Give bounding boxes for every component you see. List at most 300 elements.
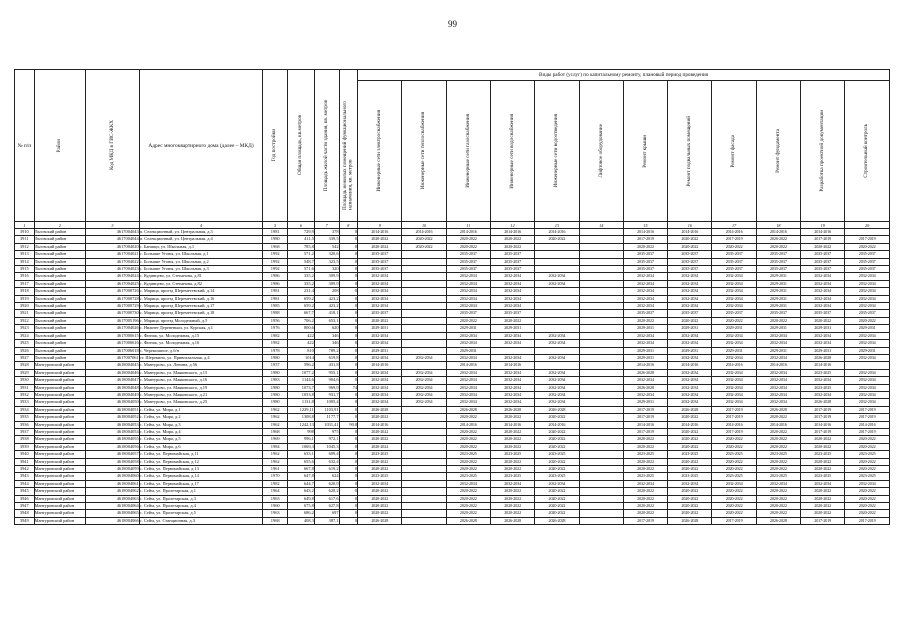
table-cell: 969,9	[314, 384, 339, 391]
table-cell: 2023-2025	[446, 451, 490, 458]
table-cell: с. Сейм, ул. Мира, д.5	[139, 436, 263, 443]
table-cell: 423,2	[314, 295, 339, 302]
table-cell: 2014-2016	[490, 421, 534, 428]
table-cell: 2035-2037	[623, 266, 667, 273]
table-cell: 647,8	[288, 473, 315, 480]
table-cell: 2032-2034	[623, 288, 667, 295]
table-cell: 2032-2034	[756, 391, 800, 398]
table-cell: 2032-2034	[668, 273, 712, 280]
table-cell: 1963	[263, 495, 288, 502]
table-cell: 323,5	[314, 258, 339, 265]
table-cell: 627,8	[314, 503, 339, 510]
table-row	[15, 414, 890, 421]
table-cell	[579, 451, 623, 458]
table-cell: 2020-2022	[668, 458, 712, 465]
table-cell: 3917	[15, 280, 35, 287]
table-cell: Мантуровский район	[34, 391, 86, 398]
table-cell: 2020-2022	[712, 503, 756, 510]
table-cell: 2029-2031	[446, 347, 490, 354]
table-cell: 3912	[15, 243, 35, 250]
table-cell: 2020-2022	[845, 317, 890, 324]
header-work-type: Лифтовое оборудование	[579, 81, 623, 222]
table-row	[15, 266, 890, 273]
table-cell: с. Сейм, ул. Мира, д.4	[139, 428, 263, 435]
table-cell: 1984	[263, 443, 288, 450]
table-cell: 1980	[263, 391, 288, 398]
table-cell: 2032-2034	[712, 391, 756, 398]
table-cell: 2014-2016	[623, 362, 667, 369]
table-cell: 620	[314, 325, 339, 332]
table-cell: 904,6	[314, 377, 339, 384]
table-cell: 4617004026	[86, 325, 140, 332]
table-cell: Мантуровский район	[34, 503, 86, 510]
table-cell: 2032-2034	[712, 288, 756, 295]
table-cell: 1981	[263, 229, 288, 236]
table-cell: 620,9	[314, 480, 339, 487]
table-cell: 2032-2034	[358, 354, 402, 361]
table-cell: 2032-2034	[535, 384, 579, 391]
column-number: 5	[263, 222, 288, 229]
table-cell: 422	[288, 340, 315, 347]
table-cell: 2032-2034	[845, 480, 890, 487]
table-cell: 1986	[263, 280, 288, 287]
table-cell: 3926	[15, 347, 35, 354]
table-cell: 2035-2037	[845, 258, 890, 265]
table-cell: Мантуровский район	[34, 362, 86, 369]
table-cell: 2017-2019	[845, 236, 890, 243]
table-cell: 2020-2022	[446, 495, 490, 502]
table-cell: 2032-2034	[712, 480, 756, 487]
table-cell	[402, 325, 446, 332]
table-cell: 2032-2034	[402, 377, 446, 384]
table-cell: ст. Шерекино, ул. Привокзальная, д.4	[139, 354, 263, 361]
table-cell: 2032-2034	[358, 295, 402, 302]
table-cell: 1962	[263, 414, 288, 421]
table-cell	[535, 243, 579, 250]
table-cell: 1980	[263, 399, 288, 406]
table-cell: 4618004064	[86, 503, 140, 510]
table-cell: 2032-2034	[712, 369, 756, 376]
table-cell: 2035-2037	[801, 251, 845, 258]
table-cell: 1177,7	[314, 414, 339, 421]
table-cell: 2014-2016	[668, 362, 712, 369]
table-cell: с. Мантурово, ул. Маяковского, д.15	[139, 369, 263, 376]
table-cell: 4617005196	[86, 317, 140, 324]
table-cell: с. Нижнее Деревеньки, ул. Курская, д.1	[139, 325, 263, 332]
table-cell: 2032-2034	[801, 295, 845, 302]
table-cell: 4618004049	[86, 391, 140, 398]
table-cell: 2032-2034	[402, 399, 446, 406]
table-cell: 0	[339, 362, 358, 369]
table-cell	[535, 317, 579, 324]
table-cell: 1308,8	[288, 414, 315, 421]
table-cell: 2032-2034	[535, 340, 579, 347]
table-cell: 2020-2022	[535, 414, 579, 421]
table-cell: п. Селекционный, ул. Центральная, д.4	[139, 236, 263, 243]
table-cell: 2017-2019	[801, 517, 845, 524]
table-cell	[535, 347, 579, 354]
table-cell: 2032-2034	[845, 273, 890, 280]
table-cell: с. Сейм, ул. Первомайская, д.13	[139, 466, 263, 473]
table-cell: 309,9	[314, 273, 339, 280]
table-cell: 3913	[15, 251, 35, 258]
table-cell	[402, 473, 446, 480]
table-cell: 0	[339, 391, 358, 398]
table-cell: 655,6	[288, 458, 315, 465]
table-cell: 2023-2025	[801, 384, 845, 391]
table-cell: 2032-2034	[845, 354, 890, 361]
table-cell: 1980	[263, 236, 288, 243]
table-cell: с. Марица, проезд Молодежный, д.5	[139, 317, 263, 324]
table-cell: Льговский район	[34, 332, 86, 339]
table-cell	[535, 362, 579, 369]
table-cell: 2020-2022	[801, 243, 845, 250]
table-cell: 1982	[263, 480, 288, 487]
table-cell: 2032-2034	[358, 369, 402, 376]
table-cell: 2017-2019	[801, 414, 845, 421]
table-cell: 2020-2022	[712, 495, 756, 502]
table-cell: 335,2	[288, 280, 315, 287]
table-row	[15, 421, 890, 428]
table-cell: Мантуровский район	[34, 495, 86, 502]
table-cell: 729,9	[288, 229, 315, 236]
table-cell: 2017-2019	[712, 414, 756, 421]
table-cell: 2035-2037	[358, 310, 402, 317]
table-cell	[579, 466, 623, 473]
table-cell: 2014-2016	[358, 362, 402, 369]
table-cell	[535, 258, 579, 265]
table-cell: 2023-2025	[668, 473, 712, 480]
table-cell	[402, 480, 446, 487]
table-cell: Мантуровский район	[34, 458, 86, 465]
table-row	[15, 288, 890, 295]
table-cell: 1964	[263, 488, 288, 495]
table-cell: 0	[339, 340, 358, 347]
table-cell: 2014-2016	[756, 362, 800, 369]
table-cell: 2032-2034	[402, 384, 446, 391]
column-number: 18	[756, 222, 800, 229]
table-cell: 2032-2034	[623, 280, 667, 287]
table-cell: 2032-2034	[712, 303, 756, 310]
table-cell: 2017-2019	[623, 517, 667, 524]
table-cell	[579, 362, 623, 369]
table-cell: 4618004066	[86, 517, 140, 524]
table-cell: 2020-2022	[535, 503, 579, 510]
table-cell: 632,4	[314, 458, 339, 465]
table-cell: 2032-2034	[446, 399, 490, 406]
table-cell	[579, 280, 623, 287]
table-cell: 2029-2031	[623, 347, 667, 354]
table-cell: 2035-2037	[756, 258, 800, 265]
table-cell: 2023-2025	[712, 473, 756, 480]
table-cell: 2032-2034	[668, 391, 712, 398]
table-cell: 2032-2034	[402, 354, 446, 361]
table-cell: 4617004043	[86, 229, 140, 236]
table-cell: с. Сейм, ул. Пролетарская, д.3	[139, 495, 263, 502]
header-work-type: Ремонт фундамента	[756, 81, 800, 222]
table-cell: Мантуровский район	[34, 510, 86, 517]
table-cell	[402, 503, 446, 510]
table-cell: 2020-2022	[801, 436, 845, 443]
table-cell: 2029-2031	[446, 325, 490, 332]
table-cell: 1968	[263, 428, 288, 435]
table-cell: 2032-2034	[845, 295, 890, 302]
table-cell	[579, 473, 623, 480]
table-cell: 2029-2031	[756, 288, 800, 295]
table-cell: 2023-2025	[845, 451, 890, 458]
table-cell: 2026-2028	[801, 354, 845, 361]
table-cell: 2020-2022	[801, 510, 845, 517]
table-cell: 3931	[15, 384, 35, 391]
table-cell	[402, 362, 446, 369]
table-cell	[402, 488, 446, 495]
table-cell: 2032-2034	[358, 332, 402, 339]
table-cell: 2035-2037	[668, 266, 712, 273]
table-cell: 2020-2022	[402, 236, 446, 243]
table-cell	[402, 303, 446, 310]
table-cell: 2020-2022	[358, 414, 402, 421]
header-living-area: Площадь жилой части здания, кв. метров	[314, 70, 339, 222]
table-cell: 2020-2022	[358, 488, 402, 495]
table-cell: 2032-2034	[801, 280, 845, 287]
table-cell: 2023-2025	[756, 473, 800, 480]
table-cell	[579, 325, 623, 332]
table-cell: 1992	[263, 266, 288, 273]
table-cell: 2032-2034	[490, 354, 534, 361]
table-cell: 1962	[263, 421, 288, 428]
capital-repair-table	[14, 69, 890, 525]
table-row	[15, 480, 890, 487]
table-cell: 0	[339, 369, 358, 376]
table-row	[15, 243, 890, 250]
table-cell: 2032-2034	[668, 280, 712, 287]
table-cell: 4618004046	[86, 369, 140, 376]
table-cell: 3945	[15, 488, 35, 495]
table-cell: 2020-2022	[358, 495, 402, 502]
table-cell: 2020-2022	[668, 466, 712, 473]
table-cell: 1992	[263, 258, 288, 265]
table-row	[15, 317, 890, 324]
column-number: 1	[15, 222, 35, 229]
table-cell: 2023-2025	[712, 451, 756, 458]
table-cell: 2032-2034	[623, 377, 667, 384]
table-cell: 2032-2034	[358, 340, 402, 347]
column-number: 2	[34, 222, 86, 229]
table-cell: 2020-2022	[623, 436, 667, 443]
column-number: 9	[358, 222, 402, 229]
table-cell: 4618004061	[86, 480, 140, 487]
table-cell: 90,8	[339, 421, 358, 428]
table-cell: 2020-2022	[446, 414, 490, 421]
table-cell: 0	[339, 258, 358, 265]
table-cell: 4618004060	[86, 473, 140, 480]
table-cell: 2035-2037	[756, 266, 800, 273]
table-cell: 3935	[15, 414, 35, 421]
table-cell: 2020-2022	[358, 510, 402, 517]
table-cell: 2032-2034	[668, 354, 712, 361]
table-row	[15, 473, 890, 480]
table-cell: Льговский район	[34, 347, 86, 354]
table-cell: 2023-2025	[358, 451, 402, 458]
table-cell	[402, 295, 446, 302]
table-cell: 2020-2022	[712, 488, 756, 495]
table-cell: 4618004059	[86, 466, 140, 473]
table-cell: 2017-2019	[845, 406, 890, 413]
table-cell: 4617004021	[86, 251, 140, 258]
table-cell: 571,2	[288, 251, 315, 258]
table-cell	[579, 384, 623, 391]
table-cell	[535, 251, 579, 258]
table-cell: 2032-2034	[490, 384, 534, 391]
header-work-type: Разработка проектной документации	[801, 81, 845, 222]
table-row	[15, 369, 890, 376]
header-work-type: Инженерные сети теплоснабжения	[402, 81, 446, 222]
table-cell: 3948	[15, 510, 35, 517]
header-work-type: Инженерные сети газоснабжения	[446, 81, 490, 222]
table-cell: 2032-2034	[845, 391, 890, 398]
table-cell	[579, 295, 623, 302]
table-cell: Льговский район	[34, 258, 86, 265]
table-cell	[579, 251, 623, 258]
table-cell: 2026-2028	[535, 406, 579, 413]
table-cell: 633,1	[288, 451, 315, 458]
table-cell: 3910	[15, 229, 35, 236]
table-cell: 2020-2022	[756, 317, 800, 324]
table-cell: 2020-2022	[668, 495, 712, 502]
table-cell	[579, 243, 623, 250]
table-row	[15, 280, 890, 287]
table-cell	[579, 421, 623, 428]
table-cell: 3920	[15, 303, 35, 310]
table-cell: 2014-2016	[712, 362, 756, 369]
table-cell: с. Сейм, ул. Мира, д.3	[139, 421, 263, 428]
table-cell: Мантуровский район	[34, 488, 86, 495]
table-cell	[402, 510, 446, 517]
table-cell: 2014-2016	[756, 229, 800, 236]
table-cell: с. Сейм, ул. Мира, д.2	[139, 414, 263, 421]
table-cell: 3927	[15, 354, 35, 361]
table-cell	[579, 288, 623, 295]
table-cell: 0	[339, 229, 358, 236]
table-cell: Льговский район	[34, 354, 86, 361]
table-cell: 1229,11	[288, 406, 315, 413]
table-cell: 1963	[263, 510, 288, 517]
table-cell: 4617004022	[86, 258, 140, 265]
table-cell: 2020-2022	[358, 428, 402, 435]
table-cell: 3915	[15, 266, 35, 273]
table-cell: 1956	[263, 317, 288, 324]
table-cell: 571,6	[288, 266, 315, 273]
table-cell	[402, 428, 446, 435]
table-cell: 2029-2031	[756, 325, 800, 332]
table-cell: 2029-2031	[756, 280, 800, 287]
table-cell: с. Сейм, ул. Первомайская, д.14	[139, 473, 263, 480]
table-cell: 2032-2034	[490, 288, 534, 295]
table-cell: 0	[339, 288, 358, 295]
table-cell: Льговский район	[34, 266, 86, 273]
table-cell: 2032-2034	[446, 288, 490, 295]
table-cell	[402, 406, 446, 413]
table-cell: 3916	[15, 273, 35, 280]
table-cell: 1976	[263, 325, 288, 332]
table-cell	[579, 414, 623, 421]
table-cell: 2020-2022	[756, 436, 800, 443]
table-cell: 1982	[263, 332, 288, 339]
table-cell: 649,8	[288, 495, 315, 502]
table-cell: 2020-2022	[535, 495, 579, 502]
table-cell: 0	[339, 317, 358, 324]
header-code: Код МКД в ГИС-ЖКХ	[86, 70, 140, 222]
table-cell	[579, 340, 623, 347]
table-cell: 624	[314, 473, 339, 480]
table-cell: 2023-2025	[801, 473, 845, 480]
table-cell: 2023-2025	[845, 473, 890, 480]
table-cell: 998	[288, 428, 315, 435]
table-cell	[402, 517, 446, 524]
table-cell: 2020-2022	[358, 503, 402, 510]
table-cell: 2020-2022	[446, 236, 490, 243]
table-cell: 2020-2022	[490, 488, 534, 495]
table-cell: Льговский район	[34, 229, 86, 236]
table-cell: 2035-2037	[358, 251, 402, 258]
table-row	[15, 251, 890, 258]
table-row	[15, 258, 890, 265]
table-cell: 0	[339, 332, 358, 339]
table-cell: 2029-2031	[668, 347, 712, 354]
table-cell: 335,2	[288, 273, 315, 280]
table-row	[15, 406, 890, 413]
table-cell: 2014-2016	[402, 229, 446, 236]
column-number: 16	[668, 222, 712, 229]
table-cell: 2020-2022	[535, 458, 579, 465]
table-cell: 346	[314, 332, 339, 339]
table-cell: 2017-2019	[712, 236, 756, 243]
table-row	[15, 236, 890, 243]
table-cell: 0	[339, 325, 358, 332]
table-row	[15, 347, 890, 354]
table-row	[15, 443, 890, 450]
table-cell: 0	[339, 347, 358, 354]
table-cell	[579, 266, 623, 273]
table-cell: 2020-2022	[712, 436, 756, 443]
table-cell: 4618004055	[86, 436, 140, 443]
table-cell: 2035-2037	[845, 266, 890, 273]
table-cell: 2032-2034	[668, 340, 712, 347]
table-cell: 4618004063	[86, 495, 140, 502]
table-cell: 2032-2034	[623, 391, 667, 398]
table-cell: п. Селекционный, ул. Центральная, д.3	[139, 229, 263, 236]
table-cell	[402, 451, 446, 458]
table-cell: 2023-2025	[490, 451, 534, 458]
table-cell: 2032-2034	[446, 295, 490, 302]
table-cell: Льговский район	[34, 317, 86, 324]
table-cell: 2020-2022	[358, 317, 402, 324]
table-cell: 4618004065	[86, 510, 140, 517]
table-cell: 2020-2022	[845, 436, 890, 443]
table-cell: 2020-2022	[623, 503, 667, 510]
table-cell: 4618004048	[86, 384, 140, 391]
table-cell: 2032-2034	[756, 480, 800, 487]
table-cell: 2032-2034	[845, 377, 890, 384]
table-cell: 2035-2037	[845, 251, 890, 258]
table-cell: 4617000728	[86, 295, 140, 302]
header-work-type: Ремонт крыши	[623, 81, 667, 222]
table-cell: 2035-2037	[358, 266, 402, 273]
table-cell: 2032-2034	[668, 295, 712, 302]
table-row	[15, 384, 890, 391]
table-cell	[579, 488, 623, 495]
table-cell: 2020-2022	[801, 488, 845, 495]
